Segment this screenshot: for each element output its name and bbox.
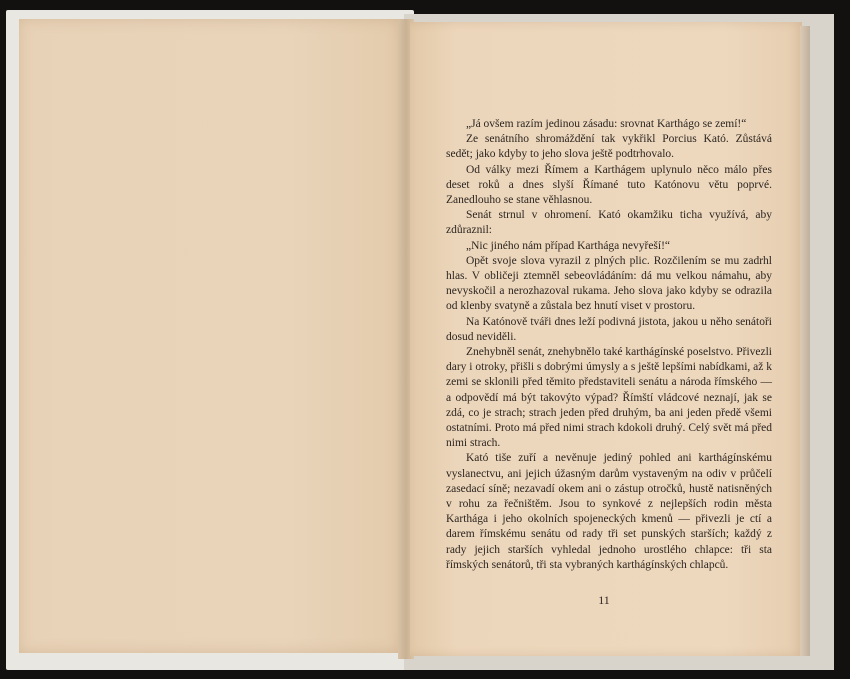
page-number: 11 [598, 593, 610, 607]
page-stack-edge [800, 26, 810, 656]
page-text [446, 117, 772, 573]
paragraph: Kató tiše zuří a nevěnuje jediný pohled ani karthágínskému vyslanectvu, ani jejich úžasným darům vystaveným na odiv v průčelí zasedací síně; nezavadí okem ani o zástup otročků, hustě natisněných v rohu za řečništěm. Jsou to synkové z nejlepších rodin města Karthága i jeho okolních spojeneckých kmenů — přivezli je ctí a darem římskému senátu od rady tři set punských starších; každý z rady jejich starších vyhledal jednoho urostlého chlapce: tři sta římských senátorů, tři sta vybraných karthágínských chlapců. [446, 452, 772, 571]
paragraph: Znehybněl senát, znehybnělo také karthágínské poselstvo. Přivezli dary i otroky, přišli s dobrými úmysly a s ještě lepšími nabídkami, až k zemi se sklonili před těmito představiteli senátu a národa římského — a odpovědí má být takovýto výpad? Římští vládcové neznají, jak se zdá, co je strach; strach jeden před druhým, ba ani jeden předě všemi ostatními. Proto má před nimi strach kdokoli druhý. Celý svět má před nimi strach. [446, 346, 772, 450]
paragraph: Opět svoje slova vyrazil z plných plic. Rozčilením se mu zadrhl hlas. V obličeji ztemněl sebeovládáním: dá mu velkou námahu, aby nevyskočil a nerozhazoval rukama. Jeho slova jako kdyby se odrazila od klenby svatyně a zůstala bez hnutí viset v prostoru. [446, 254, 772, 313]
paragraph: „Já ovšem razím jedinou zásadu: srovnat Karthágo se zemí!“ [466, 118, 747, 130]
left-page-blank [19, 19, 400, 653]
paragraph: Ze senátního shromáždění tak vykřikl Porcius Kató. Zůstává sedět; jako kdyby to jeho slova ještě podtrhovalo. [446, 133, 772, 161]
paragraph: Od války mezi Římem a Karthágem uplynulo něco málo přes deset roků a dnes slyší Římané tuto Katónovu větu poprvé. Zanedlouho se stane věhlasnou. [446, 163, 772, 207]
paragraph: „Nic jiného nám případ Karthága nevyřeší!“ [466, 239, 671, 252]
paragraph: Senát strnul v ohromení. Kató okamžiku ticha využívá, aby zdůraznil: [446, 209, 772, 237]
paragraph: Na Katónově tváři dnes leží podivná jistota, jakou u něho senátoři dosud neviděli. [446, 315, 772, 343]
